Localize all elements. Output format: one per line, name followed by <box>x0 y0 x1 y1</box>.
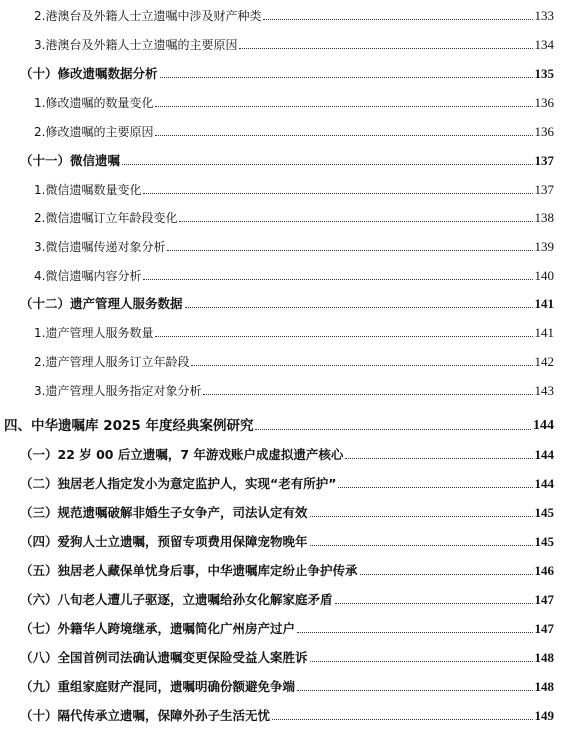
toc-entry-page-number: 149 <box>534 708 554 723</box>
toc-entry-page-number: 146 <box>534 563 554 578</box>
toc-entry-page-number: 144 <box>534 447 554 462</box>
toc-entry <box>0 62 564 82</box>
dot-leader <box>310 544 533 546</box>
toc-entry <box>0 4 564 24</box>
toc-entry <box>0 704 564 724</box>
dot-leader <box>345 457 532 459</box>
toc-entry-page-number: 136 <box>534 95 554 110</box>
toc-entry-page-number: 140 <box>534 268 554 283</box>
toc-entry-title: 2.修改遗嘱的主要原因 <box>34 125 154 139</box>
dot-leader <box>122 163 532 165</box>
toc-entry-title: 1.遗产管理人服务数量 <box>34 326 154 340</box>
toc-entry-page-number: 136 <box>534 124 554 139</box>
dot-leader <box>155 335 532 337</box>
dot-leader <box>335 602 533 604</box>
toc-entry <box>0 264 564 284</box>
dot-leader <box>263 18 532 20</box>
toc-entry-title: 1.微信遗嘱数量变化 <box>34 183 142 197</box>
dot-leader <box>155 105 532 107</box>
toc-entry-page-number: 147 <box>534 592 554 607</box>
toc-entry-title: （十）修改遗嘱数据分析 <box>20 66 158 81</box>
toc-entry <box>0 588 564 608</box>
dot-leader <box>360 573 533 575</box>
toc-entry-title: 3.港澳台及外籍人士立遗嘱的主要原因 <box>34 38 238 52</box>
dot-leader <box>185 306 533 308</box>
toc-entry-title: （八）全国首例司法确认遗嘱变更保险受益人案胜诉 <box>20 650 308 665</box>
toc-entry <box>0 206 564 226</box>
toc-entry-title: 3.微信遗嘱传递对象分析 <box>34 240 166 254</box>
toc-entry-title: 2.港澳台及外籍人士立遗嘱中涉及财产种类 <box>34 9 262 23</box>
toc-entry-page-number: 134 <box>534 37 554 52</box>
dot-leader <box>310 515 533 517</box>
toc-entry <box>0 379 564 399</box>
toc-entry <box>0 178 564 198</box>
toc-entry-title: 3.遗产管理人服务指定对象分析 <box>34 384 202 398</box>
toc-entry-page-number: 135 <box>534 66 554 81</box>
toc-entry <box>0 675 564 695</box>
toc-entry-title: 2.遗产管理人服务订立年龄段 <box>34 355 190 369</box>
toc-entry <box>0 149 564 169</box>
toc-entry-page-number: 148 <box>534 650 554 665</box>
dot-leader <box>272 718 532 720</box>
toc-entry-title: （六）八旬老人遭儿子驱逐，立遗嘱给孙女化解家庭矛盾 <box>20 592 333 607</box>
toc-entry <box>0 559 564 579</box>
toc-entry <box>0 617 564 637</box>
toc-entry <box>0 321 564 341</box>
toc-entry <box>0 91 564 111</box>
toc-entry <box>0 472 564 492</box>
toc-entry-title: （五）独居老人藏保单忧身后事，中华遗嘱库定纷止争护传承 <box>20 563 358 578</box>
toc-entry-page-number: 139 <box>534 239 554 254</box>
toc-entry-title: （二）独居老人指定发小为意定监护人，实现“老有所护” <box>20 476 337 491</box>
toc-entry-title: （七）外籍华人跨境继承，遗嘱简化广州房产过户 <box>20 621 296 636</box>
toc-entry-page-number: 138 <box>534 210 554 225</box>
toc-entry-title: （十二）遗产管理人服务数据 <box>20 296 183 311</box>
toc-entry-page-number: 133 <box>534 8 554 23</box>
dot-leader <box>255 428 531 430</box>
dot-leader <box>143 278 532 280</box>
toc-entry <box>0 443 564 463</box>
toc-entry-page-number: 145 <box>534 505 554 520</box>
dot-leader <box>143 192 532 194</box>
toc-entry-page-number: 148 <box>534 679 554 694</box>
toc-entry-title: 四、中华遗嘱库 2025 年度经典案例研究 <box>4 418 254 434</box>
dot-leader <box>160 76 533 78</box>
toc-entry-page-number: 137 <box>534 182 554 197</box>
toc-entry-page-number: 141 <box>534 325 554 340</box>
toc-entry <box>0 292 564 312</box>
toc-entry-page-number: 144 <box>533 418 554 433</box>
dot-leader <box>239 47 532 49</box>
toc-entry-title: （一）22 岁 00 后立遗嘱，7 年游戏账户成虚拟遗产核心 <box>20 447 344 462</box>
toc-entry <box>0 501 564 521</box>
toc-entry-title: （十一）微信遗嘱 <box>20 153 121 168</box>
dot-leader <box>191 364 532 366</box>
toc-entry <box>0 350 564 370</box>
toc-entry <box>0 530 564 550</box>
dot-leader <box>203 393 532 395</box>
toc-entry-title: （十）隔代传承立遗嘱，保障外孙子生活无忧 <box>20 708 271 723</box>
dot-leader <box>167 249 532 251</box>
dot-leader <box>310 660 533 662</box>
toc-entry-title: （四）爱狗人士立遗嘱，预留专项费用保障宠物晚年 <box>20 534 308 549</box>
dot-leader <box>179 220 532 222</box>
toc-entry-page-number: 141 <box>534 296 554 311</box>
toc-entry-page-number: 147 <box>534 621 554 636</box>
toc-entry-title: （九）重组家庭财产混同，遗嘱明确份额避免争端 <box>20 679 296 694</box>
toc-entry <box>0 33 564 53</box>
toc-entry <box>0 120 564 140</box>
dot-leader <box>297 631 532 633</box>
toc-entry-page-number: 144 <box>534 476 554 491</box>
toc-entry-title: 4.微信遗嘱内容分析 <box>34 269 142 283</box>
dot-leader <box>297 689 532 691</box>
toc-entry-title: （三）规范遗嘱破解非婚生子女争产，司法认定有效 <box>20 505 308 520</box>
dot-leader <box>338 486 532 488</box>
toc-entry-page-number: 142 <box>534 354 554 369</box>
toc-entry-title: 2.微信遗嘱订立年龄段变化 <box>34 211 178 225</box>
toc-entry-page-number: 137 <box>534 153 554 168</box>
toc-entry <box>0 235 564 255</box>
dot-leader <box>155 134 532 136</box>
toc-entry-title: 1.修改遗嘱的数量变化 <box>34 96 154 110</box>
toc-entry <box>0 646 564 666</box>
toc-entry-page-number: 145 <box>534 534 554 549</box>
toc-entry <box>0 414 564 434</box>
toc-entry-page-number: 143 <box>534 383 554 398</box>
